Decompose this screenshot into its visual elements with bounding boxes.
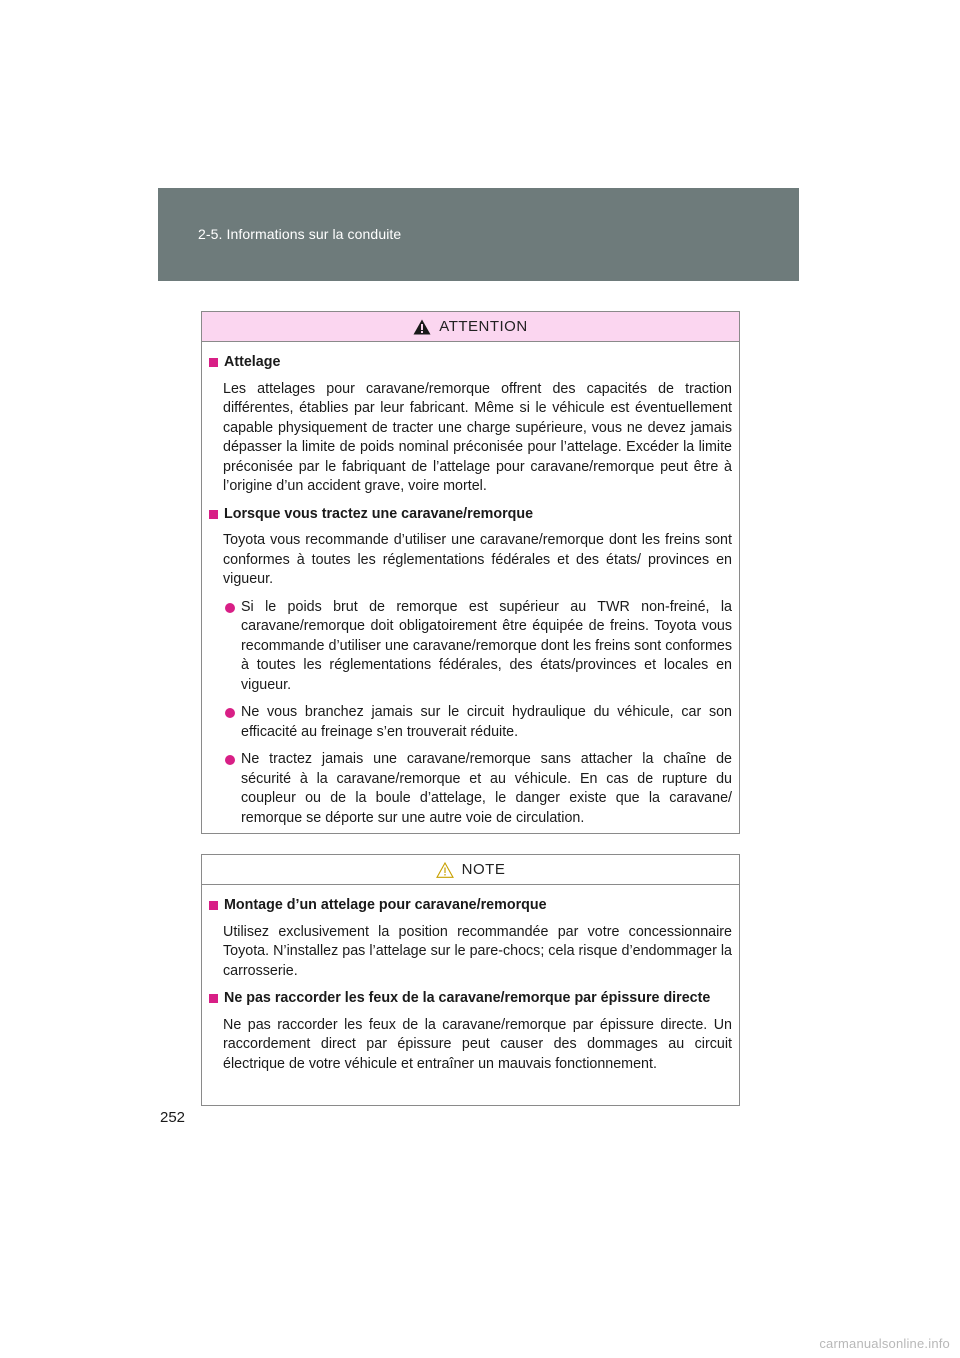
page-number: 252 (160, 1109, 186, 1126)
round-bullet-icon (225, 603, 235, 613)
round-bullet-icon (225, 755, 235, 765)
attention-heading-towing: Lorsque vous tractez une caravane/remorque (209, 505, 732, 525)
square-bullet-icon (209, 358, 218, 367)
note-header (202, 855, 739, 885)
attention-text-attelage: Les attelages pour caravane/remorque offrent des capacités de traction différentes, établies par leur fabricant. Même si le véhicule est éventuellement capable physiquement de tracter une charge supérieure, vous ne devez jamais dépasser la limite de poids nominal préconisée pour l’attelage. Excéder la limite préconisée par le fabriquant de l’attelage pour caravane/remorque peut être à l’origine d’un accident grave, voire mortel. (223, 380, 732, 494)
list-item: Ne vous branchez jamais sur le circuit hydraulique du véhicule, car son efficacité au freinage s’en trouverait réduite. (209, 703, 732, 742)
note-text-mounting: Utilisez exclusivement la position recommandée par votre concessionnaire Toyota. N’installez pas l’attelage sur le pare-chocs; cela risque d’endommager la carrosserie. (223, 923, 732, 979)
attention-title: ATTENTION (439, 318, 528, 335)
note-heading-mounting: Montage d’un attelage pour caravane/remorque (209, 896, 732, 916)
square-bullet-icon (209, 994, 218, 1003)
section-header-band (158, 188, 799, 281)
square-bullet-icon (209, 901, 218, 910)
list-item: Ne tractez jamais une caravane/remorque sans attacher la chaîne de sécurité à la caravane/remorque et au véhicule. En cas de rupture du coupleur ou de la boule d’attelage, le danger existe que la caravane/ remorque se déporte sur une autre voie de circulation. (209, 750, 732, 828)
list-item: Si le poids brut de remorque est supérieur au TWR non-freiné, la caravane/remorque doit obligatoirement être équipée de freins. Toyota vous recommande d’utiliser une caravane/remorque dont les freins sont conformes à toutes les réglementations fédérales, des états/provinces et locales en vigueur. (209, 598, 732, 696)
attention-text-towing: Toyota vous recommande d’utiliser une caravane/remorque dont les freins sont conformes à toutes les réglementations fédérales et des états/ provinces en vigueur. (223, 532, 732, 587)
note-text-splicing: Ne pas raccorder les feux de la caravane/remorque par épissure directe. Un raccordement direct par épissure peut causer des dommages au circuit électrique de votre véhicule et entraîner un mauvais fonctionnement. (223, 1016, 732, 1072)
square-bullet-icon (209, 510, 218, 519)
attention-box (201, 311, 740, 834)
round-bullet-icon (225, 708, 235, 718)
warning-outline-icon (436, 862, 454, 878)
note-title: NOTE (461, 861, 506, 878)
note-heading-splicing: Ne pas raccorder les feux de la caravane/remorque par épissure directe (209, 989, 732, 1009)
section-title: 2-5. Informations sur la conduite (198, 226, 402, 242)
warning-triangle-icon (413, 319, 431, 335)
attention-heading-attelage: Attelage (209, 353, 732, 373)
watermark: carmanualsonline.info (819, 1336, 950, 1351)
note-box (201, 854, 740, 1106)
attention-header (202, 312, 739, 342)
